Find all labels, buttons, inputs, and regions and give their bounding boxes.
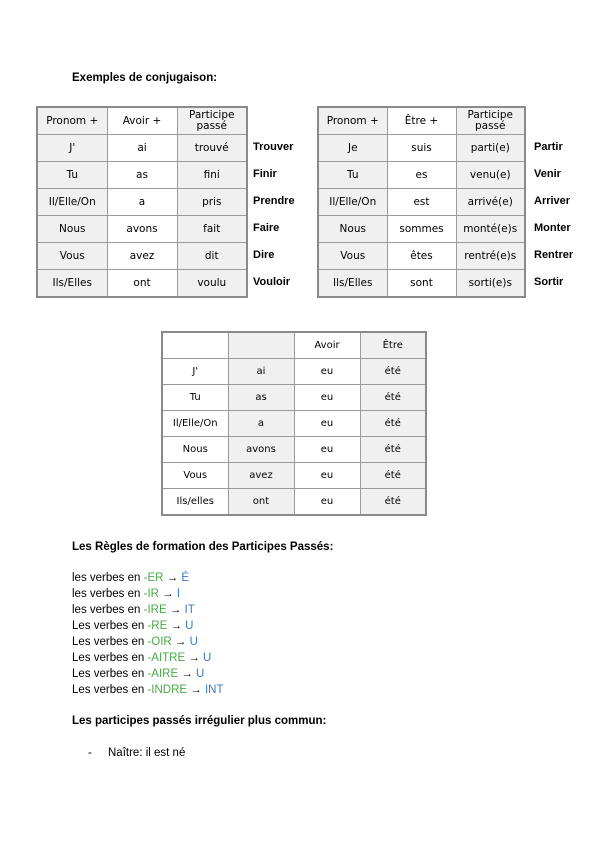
rules-list	[72, 570, 224, 698]
table-cell: Tu	[37, 162, 107, 189]
table-cell: rentré(e)s	[456, 243, 525, 270]
page-title: Exemples de conjugaison:	[72, 72, 218, 84]
table-cell: suis	[387, 135, 456, 162]
header-cell: Avoir	[294, 332, 360, 359]
verb-label: Sortir	[534, 276, 564, 288]
table-cell: Ils/Elles	[318, 270, 387, 298]
table-cell: es	[387, 162, 456, 189]
table-cell: Nous	[37, 216, 107, 243]
table-row	[37, 189, 247, 216]
table-row	[37, 216, 247, 243]
table-cell: eu	[294, 359, 360, 385]
table-row	[162, 359, 426, 385]
rule-result: U	[203, 652, 212, 664]
rule-prefix: Les verbes en	[72, 620, 148, 632]
table-cell: avons	[107, 216, 177, 243]
rule-line	[72, 602, 224, 618]
rules-heading: Les Règles de formation des Participes Passés:	[72, 541, 334, 553]
table-cell: eu	[294, 385, 360, 411]
table-cell: été	[360, 463, 426, 489]
table-cell: arrivé(e)	[456, 189, 525, 216]
rule-prefix: Les verbes en	[72, 652, 148, 664]
table-cell: été	[360, 411, 426, 437]
verb-label: Vouloir	[253, 276, 291, 288]
arrow-icon: →	[170, 620, 182, 632]
table-cell: est	[387, 189, 456, 216]
rule-prefix: Les verbes en	[72, 636, 148, 648]
rule-prefix: les verbes en	[72, 588, 144, 600]
header-cell: Pronom +	[318, 107, 387, 135]
rule-ending: -AIRE	[147, 668, 179, 680]
table-cell: Je	[318, 135, 387, 162]
table-cell: ont	[228, 489, 294, 516]
verb-label: Monter	[534, 222, 571, 234]
table-row	[37, 270, 247, 298]
table-cell: avons	[228, 437, 294, 463]
avoir-conjugation-table	[36, 106, 248, 298]
table-cell: avez	[107, 243, 177, 270]
rule-result: I	[176, 588, 181, 600]
header-cell: Participe passé	[177, 107, 247, 135]
table-cell: as	[228, 385, 294, 411]
table-row	[318, 162, 525, 189]
table-cell: été	[360, 385, 426, 411]
avoir-verb-list	[253, 134, 295, 296]
rule-result: U	[196, 668, 205, 680]
table-cell: ai	[107, 135, 177, 162]
etre-conjugation-table	[317, 106, 526, 298]
etre-verb-list	[534, 134, 573, 296]
table-cell: Il/Elle/On	[162, 411, 228, 437]
table-cell: Ils/elles	[162, 489, 228, 516]
list-item-text: Naître: il est né	[108, 747, 186, 759]
table-cell: eu	[294, 489, 360, 516]
rule-ending: -RE	[147, 620, 168, 632]
table-cell: Vous	[318, 243, 387, 270]
table-row	[37, 135, 247, 162]
table-cell: eu	[294, 437, 360, 463]
table-cell: a	[228, 411, 294, 437]
table-cell: Ils/Elles	[37, 270, 107, 298]
arrow-icon: →	[190, 684, 202, 696]
header-cell	[228, 332, 294, 359]
verb-label: Dire	[253, 249, 275, 261]
verb-label: Faire	[253, 222, 280, 234]
rule-ending: -IRE	[143, 604, 167, 616]
header-cell: Pronom +	[37, 107, 107, 135]
rule-line	[72, 618, 224, 634]
header-cell	[162, 332, 228, 359]
table-cell: voulu	[177, 270, 247, 298]
table-header-row	[37, 107, 247, 135]
verb-label: Prendre	[253, 195, 295, 207]
table-cell: Nous	[162, 437, 228, 463]
arrow-icon: →	[162, 588, 174, 600]
arrow-icon: →	[181, 668, 193, 680]
rule-line	[72, 650, 224, 666]
rule-result: U	[185, 620, 194, 632]
table-cell: été	[360, 437, 426, 463]
table-header-row	[162, 332, 426, 359]
table-row	[318, 270, 525, 298]
table-cell: trouvé	[177, 135, 247, 162]
table-cell: Tu	[318, 162, 387, 189]
table-row	[318, 216, 525, 243]
table-cell: Vous	[37, 243, 107, 270]
table-row	[318, 189, 525, 216]
header-cell: Participe passé	[456, 107, 525, 135]
rule-line	[72, 570, 224, 586]
table-row	[162, 411, 426, 437]
table-cell: eu	[294, 463, 360, 489]
table-cell: J'	[162, 359, 228, 385]
rule-ending: -ER	[143, 572, 164, 584]
verb-label: Partir	[534, 141, 563, 153]
table-cell: Il/Elle/On	[318, 189, 387, 216]
dash-bullet: -	[88, 747, 92, 759]
table-cell: sommes	[387, 216, 456, 243]
table-row	[37, 243, 247, 270]
table-cell: été	[360, 359, 426, 385]
table-cell: été	[360, 489, 426, 516]
rule-prefix: les verbes en	[72, 604, 144, 616]
rule-prefix: Les verbes en	[72, 668, 148, 680]
verb-label: Venir	[534, 168, 561, 180]
verb-label: Finir	[253, 168, 277, 180]
table-cell: eu	[294, 411, 360, 437]
list-item	[88, 747, 185, 759]
table-cell: Nous	[318, 216, 387, 243]
table-cell: avez	[228, 463, 294, 489]
irregular-heading: Les participes passés irrégulier plus commun:	[72, 715, 327, 727]
table-cell: Tu	[162, 385, 228, 411]
rule-ending: -OIR	[147, 636, 172, 648]
table-cell: monté(e)s	[456, 216, 525, 243]
arrow-icon: →	[169, 604, 182, 616]
verb-label: Trouver	[253, 141, 294, 153]
table-cell: Vous	[162, 463, 228, 489]
table-cell: as	[107, 162, 177, 189]
rule-result: IT	[184, 604, 195, 616]
table-cell: sorti(e)s	[456, 270, 525, 298]
table-cell: fini	[177, 162, 247, 189]
rule-ending: -AITRE	[147, 652, 186, 664]
table-cell: J'	[37, 135, 107, 162]
rule-line	[72, 666, 224, 682]
rule-prefix: les verbes en	[72, 572, 144, 584]
rule-line	[72, 586, 224, 602]
ete-conjugation-table	[161, 331, 427, 516]
table-row	[318, 243, 525, 270]
irregular-list	[88, 747, 185, 759]
table-cell: parti(e)	[456, 135, 525, 162]
table-cell: ai	[228, 359, 294, 385]
table-cell: ont	[107, 270, 177, 298]
header-cell: Être +	[387, 107, 456, 135]
verb-label: Arriver	[534, 195, 571, 207]
table-cell: a	[107, 189, 177, 216]
table-row	[162, 437, 426, 463]
rule-result: U	[189, 636, 198, 648]
rule-prefix: Les verbes en	[72, 684, 148, 696]
rule-line	[72, 634, 224, 650]
header-cell: Avoir +	[107, 107, 177, 135]
table-cell: pris	[177, 189, 247, 216]
rule-line	[72, 682, 224, 698]
header-cell: Être	[360, 332, 426, 359]
arrow-icon: →	[174, 636, 187, 648]
rule-ending: -INDRE	[147, 684, 188, 696]
table-cell: Il/Elle/On	[37, 189, 107, 216]
table-row	[318, 135, 525, 162]
arrow-icon: →	[188, 652, 200, 664]
rule-ending: -IR	[143, 588, 159, 600]
table-cell: dit	[177, 243, 247, 270]
table-cell: venu(e)	[456, 162, 525, 189]
table-row	[37, 162, 247, 189]
rule-result: INT	[204, 684, 224, 696]
table-header-row	[318, 107, 525, 135]
table-row	[162, 463, 426, 489]
arrow-icon: →	[166, 572, 179, 584]
rule-result: É	[181, 572, 189, 584]
table-row	[162, 385, 426, 411]
table-row	[162, 489, 426, 516]
table-cell: êtes	[387, 243, 456, 270]
table-cell: fait	[177, 216, 247, 243]
table-cell: sont	[387, 270, 456, 298]
verb-label: Rentrer	[534, 249, 574, 261]
